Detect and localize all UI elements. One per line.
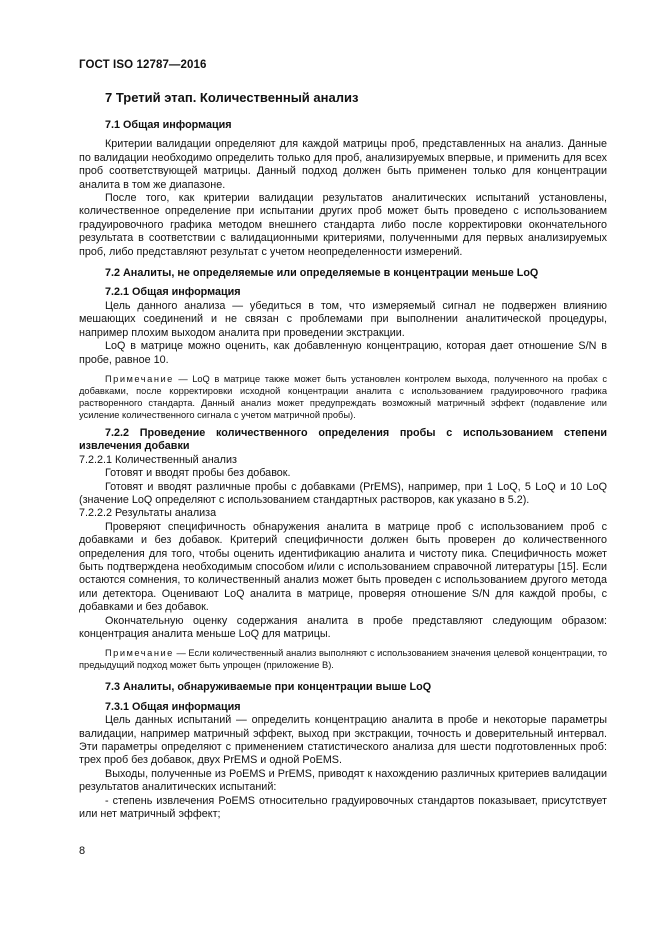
note-text: — Если количественный анализ выполняют с использованием значения целевой концентрации, то предыдущий подход может быть упрощен (приложение В). (79, 648, 607, 671)
paragraph: Выходы, полученные из PoEMS и PrEMS, приводят к нахождению различных критериев валидации результатов аналитических испытаний: (79, 767, 607, 794)
section-7-3-title: 7.3 Аналиты, обнаруживаемые при концентрации выше LoQ (105, 681, 432, 694)
paragraph: Готовят и вводят пробы без добавок. (105, 467, 291, 480)
paragraph: Цель данных испытаний — определить концентрацию аналита в пробе и некоторые параметры валидации, например матричный эффект, выход при экстракции, точность и доверительный интервал. Эти параметры определяют с применением статистического анализа для шести подготовленных проб: трех проб без добавок, двух PrEMS и одной PoEMS. (79, 714, 607, 767)
section-7-2-title: 7.2 Аналиты, не определяемые или определяемые в концентрации меньше LoQ (105, 267, 539, 280)
paragraph: Цель данного анализа — убедиться в том, что измеряемый сигнал не подвержен влиянию мешающих соединений и не связан с проблемами при выполнении аналитической процедуры, например плохим выходом аналита при проведении экстракции. (79, 299, 607, 339)
note (79, 373, 607, 421)
section-7-1-title: 7.1 Общая информация (105, 119, 232, 131)
note (79, 647, 607, 671)
paragraph: После того, как критерии валидации результатов аналитических испытаний установлены, количественное определение при испытании других проб может быть проведено с использованием градуировочного графика методом внешнего стандарта либо после корректировки окончательного результата в соответствии с валидационными критериями, полученными для первых анализируемых проб, либо представляют результат с учетом неопределенности измерений. (79, 192, 607, 258)
page-number: 8 (79, 845, 86, 857)
note-text: — LoQ в матрице также может быть установлен контролем выхода, полученного на пробах с добавками, после корректировки исходной концентрации аналита с использованием градуировочного графика растворенного стандарта. Данный анализ может предупреждать возможный матричный эффект (подавление или усиление количественного сигнала с учетом матричной пробы). (79, 373, 607, 420)
section-7-2-2-1-title: 7.2.2.1 Количественный анализ (79, 453, 237, 466)
note-label: Примечание (105, 648, 174, 659)
paragraph: Готовят и вводят различные пробы с добавками (PrEMS), например, при 1 LoQ, 5 LoQ и 10 LoQ (значение LoQ определяют с использованием стандартных растворов, как указано в 5.2). (79, 480, 607, 506)
paragraph: - степень извлечения PoEMS относительно градуировочных стандартов показывает, присутствует или нет матричный эффект; (79, 794, 607, 821)
paragraph: LoQ в матрице можно оценить, как добавленную концентрацию, которая дает отношение S/N в пробе, равное 10. (79, 340, 607, 366)
paragraph: Окончательную оценку содержания аналита в пробе представляют следующим образом: концентрация аналита меньше LoQ для матрицы. (79, 614, 607, 640)
page-content (79, 90, 607, 821)
document-header: ГОСТ ISO 12787—2016 (79, 59, 207, 71)
note-label: Примечание (105, 373, 174, 384)
section-7-3-1-title: 7.3.1 Общая информация (105, 700, 241, 713)
section-7-2-2-2-title: 7.2.2.2 Результаты анализа (79, 507, 217, 520)
paragraph: Проверяют специфичность обнаружения аналита в матрице проб с использованием проб с добавками и без добавок. Критерий специфичности должен быть проверен до количественного определения для того, чтобы оценить идентификацию аналита и чистоту пика. Специфичность может быть подтверждена необходимым способом и/или с использованием справочной литературы [15]. Если остаются сомнения, то количественный анализ может быть проведен с использованием другого метода или детектора. Оценивают LoQ аналита в матрице, проверяя отношение S/N для каждой пробы, с добавками и без добавок. (79, 520, 607, 614)
section-7-2-2-title: 7.2.2 Проведение количественного определения пробы с использованием степени извлечения добавки (79, 426, 607, 453)
paragraph: Критерии валидации определяют для каждой матрицы проб, представленных на анализ. Данные по валидации необходимо определить только для проб, анализируемых впервые, и применить для всех проб соответствующей матрицы. Данный подход должен быть применен только для концентрации аналита в том же диапазоне. (79, 138, 607, 191)
section-7-title: 7 Третий этап. Количественный анализ (105, 90, 359, 105)
section-7-2-1-title: 7.2.1 Общая информация (105, 286, 241, 299)
